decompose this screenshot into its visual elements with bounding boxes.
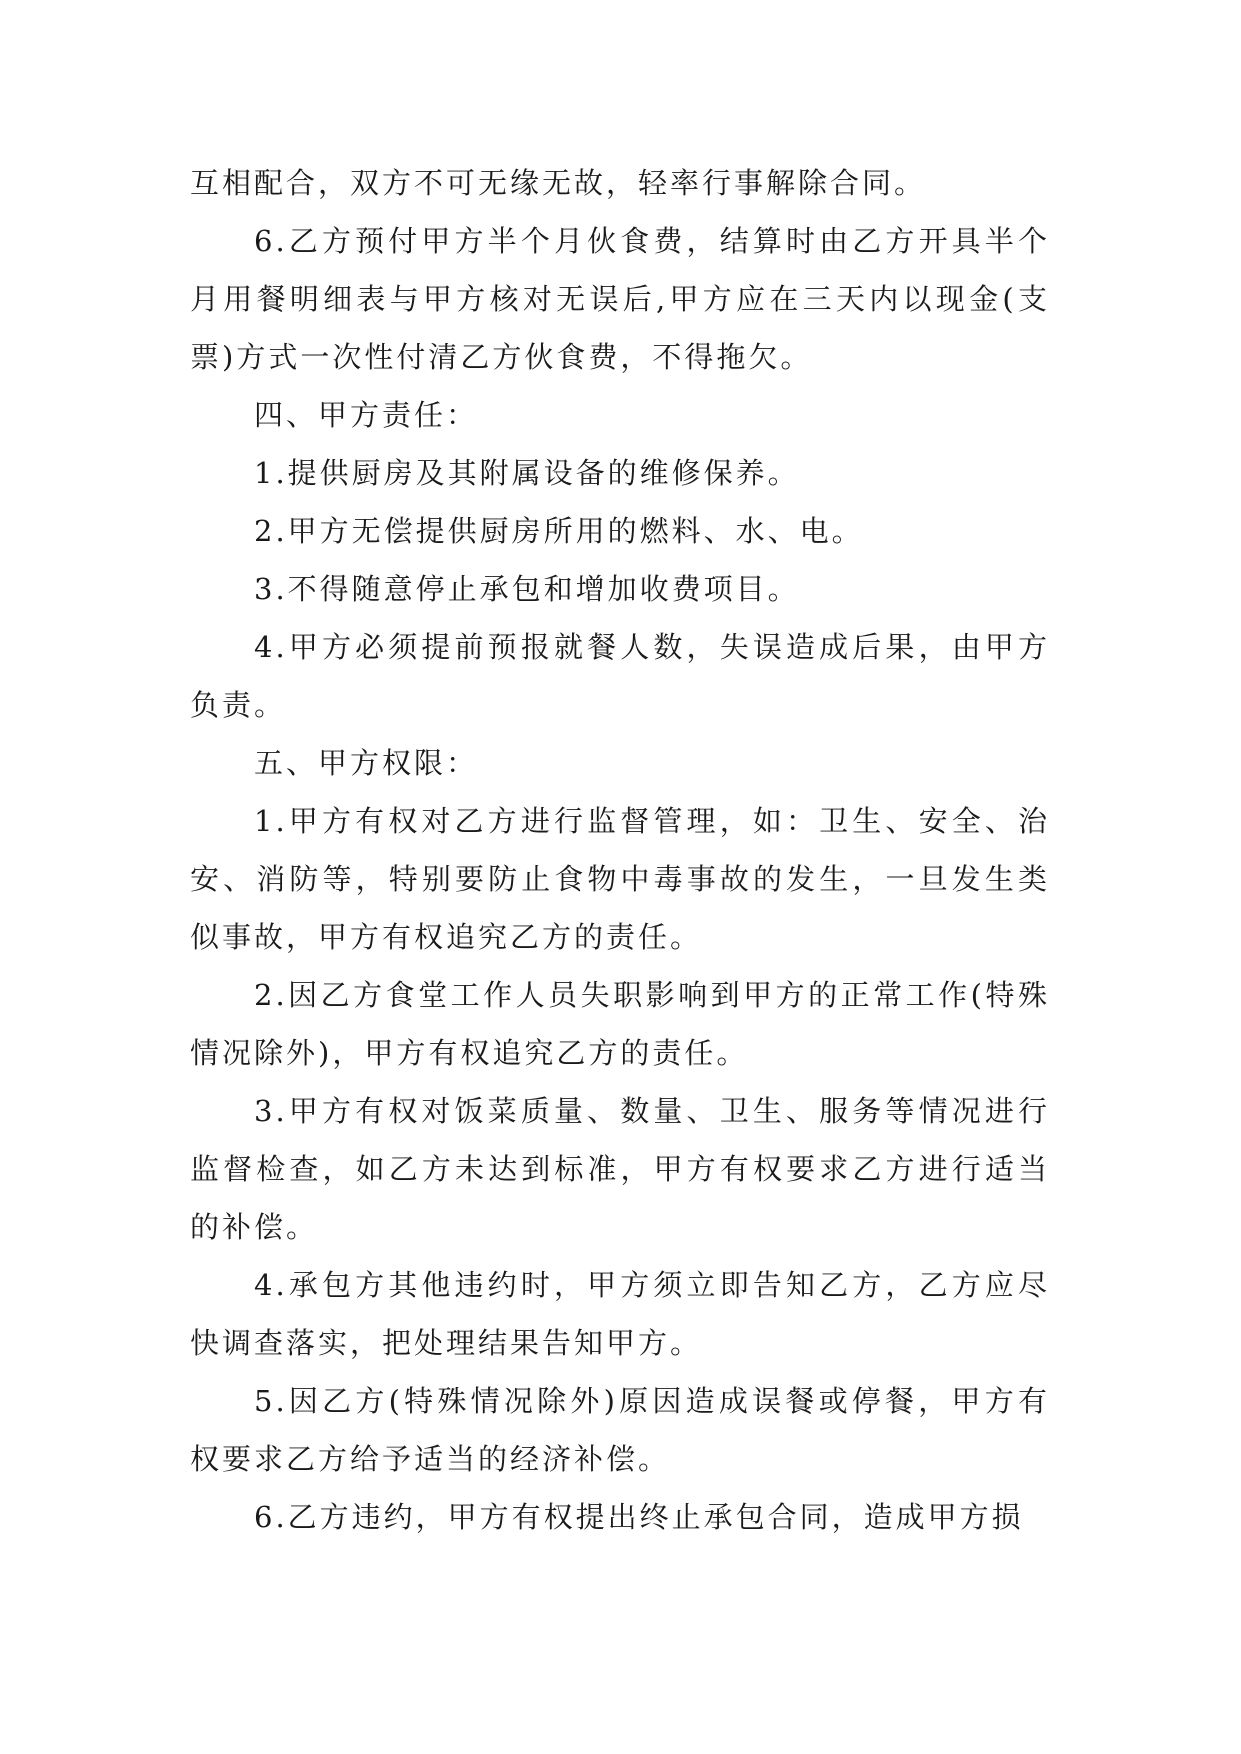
- paragraph-clause-4-4: 4.甲方必须提前预报就餐人数，失误造成后果，由甲方负责。: [190, 630, 1050, 722]
- paragraph-clause-5-2: 2.因乙方食堂工作人员失职影响到甲方的正常工作(特殊情况除外)，甲方有权追究乙方的责任。: [190, 978, 1050, 1070]
- paragraph-clause-5-6: 6.乙方违约，甲方有权提出终止承包合同，造成甲方损: [254, 1500, 1024, 1534]
- paragraph-continuation: 互相配合，双方不可无缘无故，轻率行事解除合同。: [190, 166, 927, 200]
- document-body: [190, 154, 1050, 1546]
- section-heading-party-a-responsibilities: 四、甲方责任：: [254, 398, 479, 432]
- paragraph-clause-4-3: 3.不得随意停止承包和增加收费项目。: [254, 572, 800, 606]
- paragraph-clause-4-2: 2.甲方无偿提供厨房所用的燃料、水、电。: [254, 514, 864, 548]
- paragraph-clause-4-1: 1.提供厨房及其附属设备的维修保养。: [254, 456, 800, 490]
- section-heading-party-a-rights: 五、甲方权限：: [254, 746, 479, 780]
- paragraph-clause-3-6: 6.乙方预付甲方半个月伙食费，结算时由乙方开具半个月用餐明细表与甲方核对无误后,甲方应在三天内以现金(支票)方式一次性付清乙方伙食费，不得拖欠。: [190, 224, 1050, 374]
- paragraph-clause-5-3: 3.甲方有权对饭菜质量、数量、卫生、服务等情况进行监督检查，如乙方未达到标准，甲方有权要求乙方进行适当的补偿。: [190, 1094, 1050, 1244]
- paragraph-clause-5-1: 1.甲方有权对乙方进行监督管理，如：卫生、安全、治安、消防等，特别要防止食物中毒事故的发生，一旦发生类似事故，甲方有权追究乙方的责任。: [190, 804, 1050, 954]
- paragraph-clause-5-4: 4.承包方其他违约时，甲方须立即告知乙方，乙方应尽快调查落实，把处理结果告知甲方。: [190, 1268, 1050, 1360]
- paragraph-clause-5-5: 5.因乙方(特殊情况除外)原因造成误餐或停餐，甲方有权要求乙方给予适当的经济补偿。: [190, 1384, 1050, 1476]
